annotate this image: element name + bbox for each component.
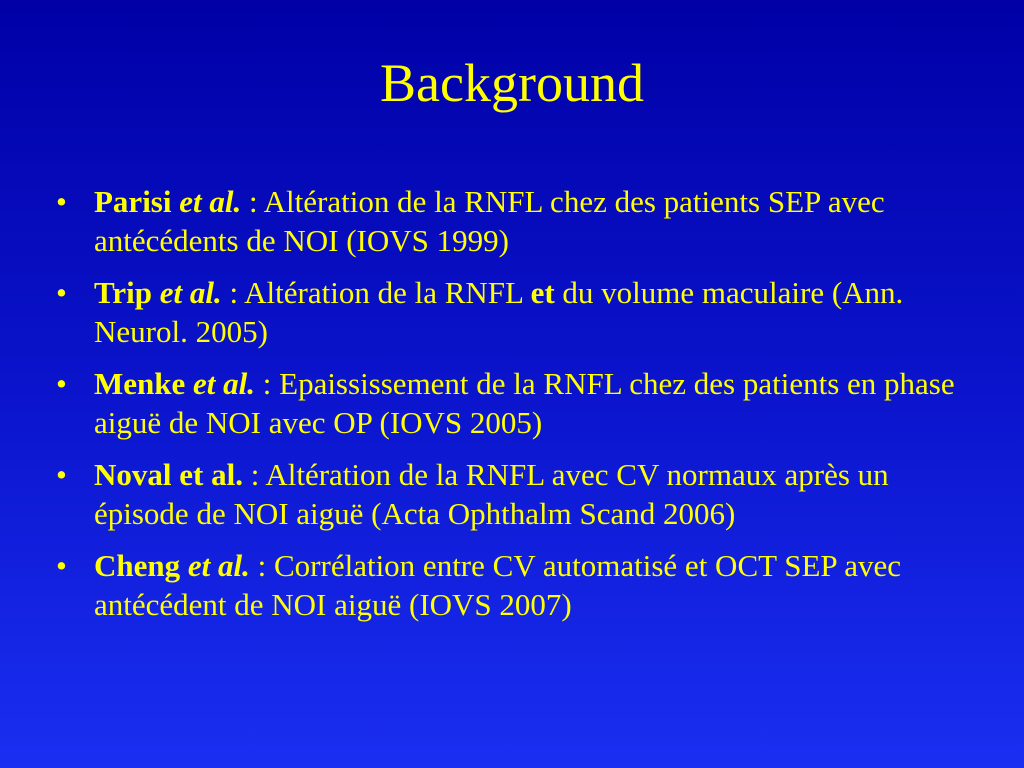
citation-author: Noval et al. [94, 457, 243, 492]
list-item [56, 364, 986, 442]
slide-title: Background [380, 53, 644, 113]
citation-text: : Altération de la RNFL chez des patients SEP avec antécédents de NOI (IOVS 1999) [94, 184, 885, 258]
citation-bold-word: et [530, 275, 555, 310]
citation-text: : Epaississement de la RNFL chez des patients en phase aiguë de NOI avec OP (IOVS 2005) [94, 366, 955, 440]
list-item [56, 455, 986, 533]
list-item [56, 182, 986, 260]
citation-author: Trip [94, 275, 152, 310]
citation-etal: et al. [152, 275, 222, 310]
bullet-icon: • [56, 457, 67, 492]
bullet-icon: • [56, 366, 67, 401]
citation-author: Parisi [94, 184, 172, 219]
list-item [56, 273, 986, 351]
citation-author: Cheng [94, 548, 181, 583]
citation-text: : Altération de la RNFL avec CV normaux après un épisode de NOI aiguë (Acta Ophthalm Scand 2006) [94, 457, 889, 531]
bullet-icon: • [56, 184, 67, 219]
bullet-icon: • [56, 275, 67, 310]
citation-etal: et al. [171, 184, 242, 219]
citation-text-after: du volume maculaire (Ann. Neurol. 2005) [94, 275, 904, 349]
citation-text: : Altération de la RNFL [221, 275, 531, 310]
list-item [56, 546, 986, 624]
bullet-icon: • [56, 548, 67, 583]
citation-etal: et al. [185, 366, 256, 401]
citation-etal: et al. [180, 548, 250, 583]
bullet-list [56, 182, 986, 637]
citation-author: Menke [94, 366, 186, 401]
citation-text: : Corrélation entre CV automatisé et OCT SEP avec antécédent de NOI aiguë (IOVS 2007) [94, 548, 902, 622]
